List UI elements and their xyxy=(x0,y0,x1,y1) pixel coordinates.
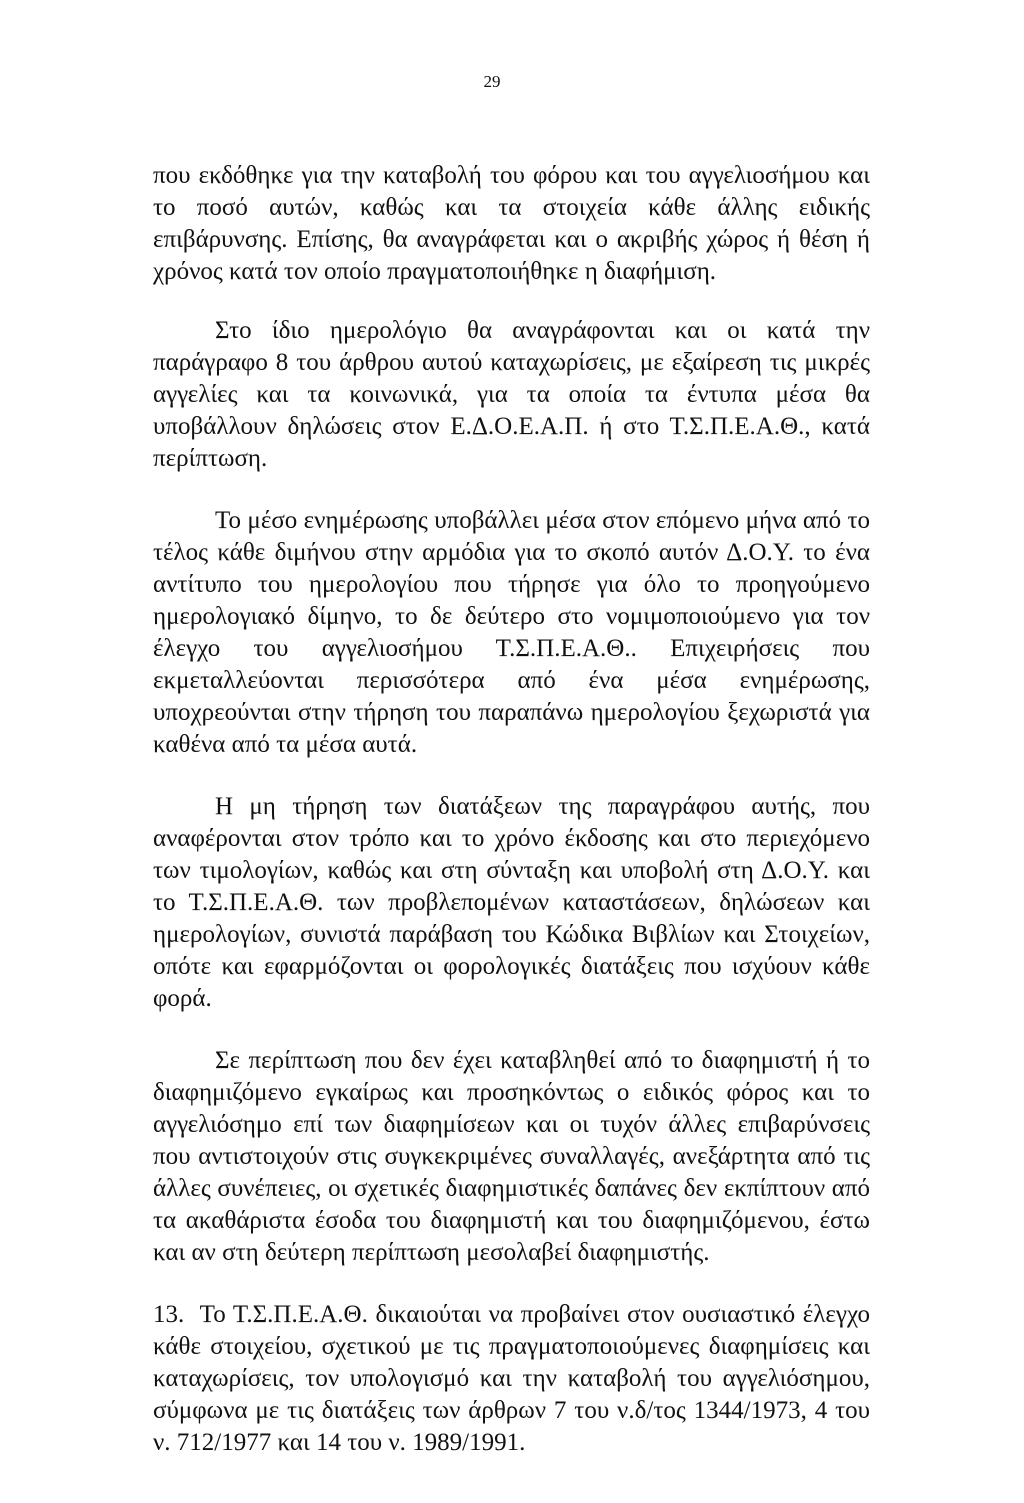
page-number xyxy=(0,71,1024,93)
paragraph-3: Το μέσο ενημέρωσης υποβάλλει μέσα στον επόμενο μήνα από το τέλος κάθε διμήνου στην αρμόδια για το σκοπό αυτόν Δ.Ο.Υ. το ένα αντίτυπο του ημερολογίου που τήρησε για όλο το προηγούμενο ημερολογιακό δίμηνο, το δε δεύτερο στο νομιμοποιούμενο για τον έλεγχο του αγγελιοσήμου Τ.Σ.Π.Ε.Α.Θ.. Επιχειρήσεις που εκμεταλλεύονται περισσότερα από ένα μέσα ενημέρωσης, υποχρεούνται στην τήρηση του παραπάνω ημερολογίου ξεχωριστά για καθένα από τα μέσα αυτά. xyxy=(153,507,870,758)
paragraph-1: που εκδόθηκε για την καταβολή του φόρου και του αγγελιοσήμου και το ποσό αυτών, καθώς και τα στοιχεία κάθε άλλης ειδικής επιβάρυνσης. Επίσης, θα αναγράφεται και ο ακριβής χώρος ή θέση ή χρόνος κατά τον οποίο πραγματοποιήθηκε η διαφήμιση. xyxy=(153,162,870,285)
numbered-item-13 xyxy=(153,1299,870,1459)
paragraph-5: Σε περίπτωση που δεν έχει καταβληθεί από το διαφημιστή ή το διαφημιζόμενο εγκαίρως και προσηκόντως ο ειδικός φόρος και το αγγελιόσημο επί των διαφημίσεων και οι τυχόν άλλες επιβαρύνσεις που αντιστοιχούν στις συγκεκριμένες συναλλαγές, ανεξάρτητα από τις άλλες συνέπειες, οι σχετικές διαφημιστικές δαπάνες δεν εκπίπτουν από τα ακαθάριστα έσοδα του διαφημιστή και του διαφημιζόμενου, έστω και αν στη δεύτερη περίπτωση μεσολαβεί διαφημιστής. xyxy=(153,1047,870,1266)
document-body xyxy=(153,160,870,1489)
item-number: 13. xyxy=(153,1301,185,1328)
paragraph-2: Στο ίδιο ημερολόγιο θα αναγράφονται και οι κατά την παράγραφο 8 του άρθρου αυτού καταχωρίσεις, με εξαίρεση τις μικρές αγγελίες και τα κοινωνικά, για τα οποία τα έντυπα μέσα θα υποβάλλουν δηλώσεις στον Ε.Δ.Ο.Ε.Α.Π. ή στο Τ.Σ.Π.Ε.Α.Θ., κατά περίπτωση. xyxy=(153,317,870,472)
page-number-text: 29 xyxy=(483,72,501,91)
paragraph-4: Η μη τήρηση των διατάξεων της παραγράφου αυτής, που αναφέρονται στον τρόπο και το χρόνο έκδοσης και στο περιεχόμενο των τιμολογίων, καθώς και στη σύνταξη και υποβολή στη Δ.Ο.Υ. και το Τ.Σ.Π.Ε.Α.Θ. των προβλεπομένων καταστάσεων, δηλώσεων και ημερολογίων, συνιστά παράβαση του Κώδικα Βιβλίων και Στοιχείων, οπότε και εφαρμόζονται οι φορολογικές διατάξεις που ισχύουν κάθε φορά. xyxy=(153,793,870,1012)
item-text: Το Τ.Σ.Π.Ε.Α.Θ. δικαιούται να προβαίνει στον ουσιαστικό έλεγχο κάθε στοιχείου, σχετικού με τις πραγματοποιούμενες διαφημίσεις και καταχωρίσεις, τον υπολογισμό και την καταβολή του αγγελιόσημου, σύμφωνα με τις διατάξεις των άρθρων 7 του ν.δ/τος 1344/1973, 4 του ν. 712/1977 και 14 του ν. 1989/1991. xyxy=(153,1301,871,1456)
